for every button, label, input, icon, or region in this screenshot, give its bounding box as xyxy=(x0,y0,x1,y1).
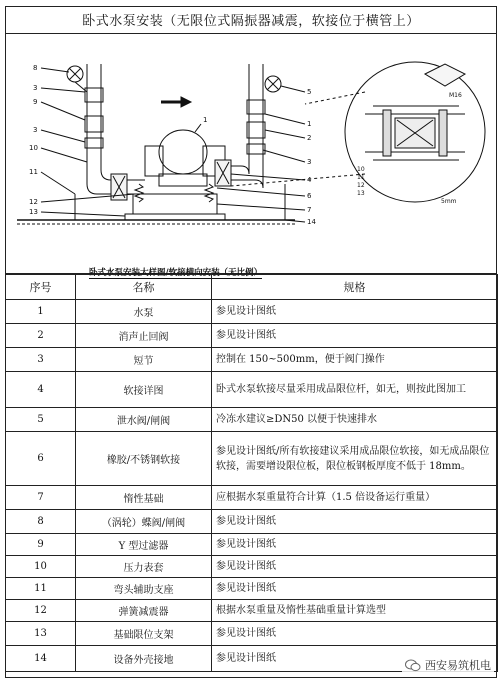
row-number: 10 xyxy=(6,556,76,578)
detail-label-3: 12 xyxy=(357,182,365,189)
row-name: 橡胶/不锈钢软接 xyxy=(76,432,212,486)
row-spec: 参见设计图纸 xyxy=(212,324,498,348)
row-number: 3 xyxy=(6,348,76,372)
detail-dimension: 5mm xyxy=(441,198,457,205)
row-spec: 卧式水泵软接尽量采用成品限位杆，如无，则按此图加工 xyxy=(212,372,498,408)
callout-top: 1 xyxy=(203,116,208,124)
row-spec: 参见设计图纸 xyxy=(212,300,498,324)
detail-label-2: 11 xyxy=(357,174,365,181)
row-spec: 冷冻水建议≥DN50 以便于快速排水 xyxy=(212,408,498,432)
row-spec: 参见设计图纸 xyxy=(212,534,498,556)
detail-label-1: 10 xyxy=(357,166,365,173)
table-row xyxy=(6,622,498,646)
row-name: 软接详图 xyxy=(76,372,212,408)
row-name: 泄水阀/闸阀 xyxy=(76,408,212,432)
row-name: （涡轮）蝶阀/闸阀 xyxy=(76,510,212,534)
page-title: 卧式水泵安装（无限位式隔振器减震，软接位于横管上） xyxy=(5,6,497,34)
detail-label-4: 13 xyxy=(357,190,365,197)
table-row xyxy=(6,534,498,556)
row-number: 11 xyxy=(6,578,76,600)
row-number: 14 xyxy=(6,646,76,672)
callout-right-1: 5 xyxy=(307,88,312,96)
table-row xyxy=(6,300,498,324)
row-name: 基础限位支架 xyxy=(76,622,212,646)
wechat-icon xyxy=(405,659,421,672)
row-name: Y 型过滤器 xyxy=(76,534,212,556)
row-spec: 参见设计图纸 xyxy=(212,556,498,578)
callout-right-2: 1 xyxy=(307,120,312,128)
table-row xyxy=(6,324,498,348)
row-spec: 控制在 150~500mm，便于阀门操作 xyxy=(212,348,498,372)
row-number: 2 xyxy=(6,324,76,348)
watermark xyxy=(402,656,494,674)
row-number: 5 xyxy=(6,408,76,432)
row-number: 12 xyxy=(6,600,76,622)
row-name: 短节 xyxy=(76,348,212,372)
table-row xyxy=(6,348,498,372)
table-row xyxy=(6,486,498,510)
callout-left-6: 11 xyxy=(29,168,38,176)
row-number: 8 xyxy=(6,510,76,534)
table-row xyxy=(6,510,498,534)
header-name: 名称 xyxy=(76,275,212,300)
table-row xyxy=(6,556,498,578)
row-spec: 参见设计图纸 xyxy=(212,510,498,534)
table-row xyxy=(6,600,498,622)
header-number: 序号 xyxy=(6,275,76,300)
callout-left-1: 8 xyxy=(33,64,38,72)
row-name: 弹簧减震器 xyxy=(76,600,212,622)
row-spec: 根据水泵重量及惰性基础重量计算选型 xyxy=(212,600,498,622)
pump-installation-drawing xyxy=(5,34,497,278)
row-number: 7 xyxy=(6,486,76,510)
table-row xyxy=(6,578,498,600)
row-number: 4 xyxy=(6,372,76,408)
table-row xyxy=(6,408,498,432)
row-number: 9 xyxy=(6,534,76,556)
row-number: 1 xyxy=(6,300,76,324)
callout-left-5: 10 xyxy=(29,144,38,152)
callout-left-7: 12 xyxy=(29,198,38,206)
detail-note: M16 xyxy=(449,92,462,99)
row-spec: 参见设计图纸 xyxy=(212,578,498,600)
row-spec: 参见设计图纸 xyxy=(212,622,498,646)
row-spec: 参见设计图纸 xyxy=(212,646,498,672)
callout-right-3: 2 xyxy=(307,134,312,142)
row-spec: 参见设计图纸/所有软接建议采用成品限位软接，如无成品限位软接，需要增设限位板，限位板钢板厚度不低于 18mm。 xyxy=(212,432,498,486)
callout-left-8: 13 xyxy=(29,208,38,216)
spec-table xyxy=(5,274,498,672)
row-name: 压力表套 xyxy=(76,556,212,578)
callout-right-7: 7 xyxy=(307,206,312,214)
drawing-caption: 卧式水泵安装大样图/软接横向安装（无比例） xyxy=(89,268,263,278)
row-spec: 应根据水泵重量符合计算（1.5 倍设备运行重量） xyxy=(212,486,498,510)
watermark-text: 西安易筑机电 xyxy=(425,659,491,672)
callout-right-4: 3 xyxy=(307,158,312,166)
row-name: 水泵 xyxy=(76,300,212,324)
row-name: 惰性基础 xyxy=(76,486,212,510)
table-row xyxy=(6,432,498,486)
callout-labels xyxy=(5,34,497,274)
header-spec: 规格 xyxy=(212,275,498,300)
callout-right-6: 6 xyxy=(307,192,312,200)
callout-left-4: 3 xyxy=(33,126,38,134)
callout-left-2: 3 xyxy=(33,84,38,92)
callout-right-5: 4 xyxy=(307,176,312,184)
row-number: 13 xyxy=(6,622,76,646)
callout-left-3: 9 xyxy=(33,98,38,106)
table-row xyxy=(6,372,498,408)
callout-right-8: 14 xyxy=(307,218,316,226)
row-name: 消声止回阀 xyxy=(76,324,212,348)
row-name: 设备外壳接地 xyxy=(76,646,212,672)
row-name: 弯头辅助支座 xyxy=(76,578,212,600)
row-number: 6 xyxy=(6,432,76,486)
table-header-row xyxy=(6,275,498,300)
